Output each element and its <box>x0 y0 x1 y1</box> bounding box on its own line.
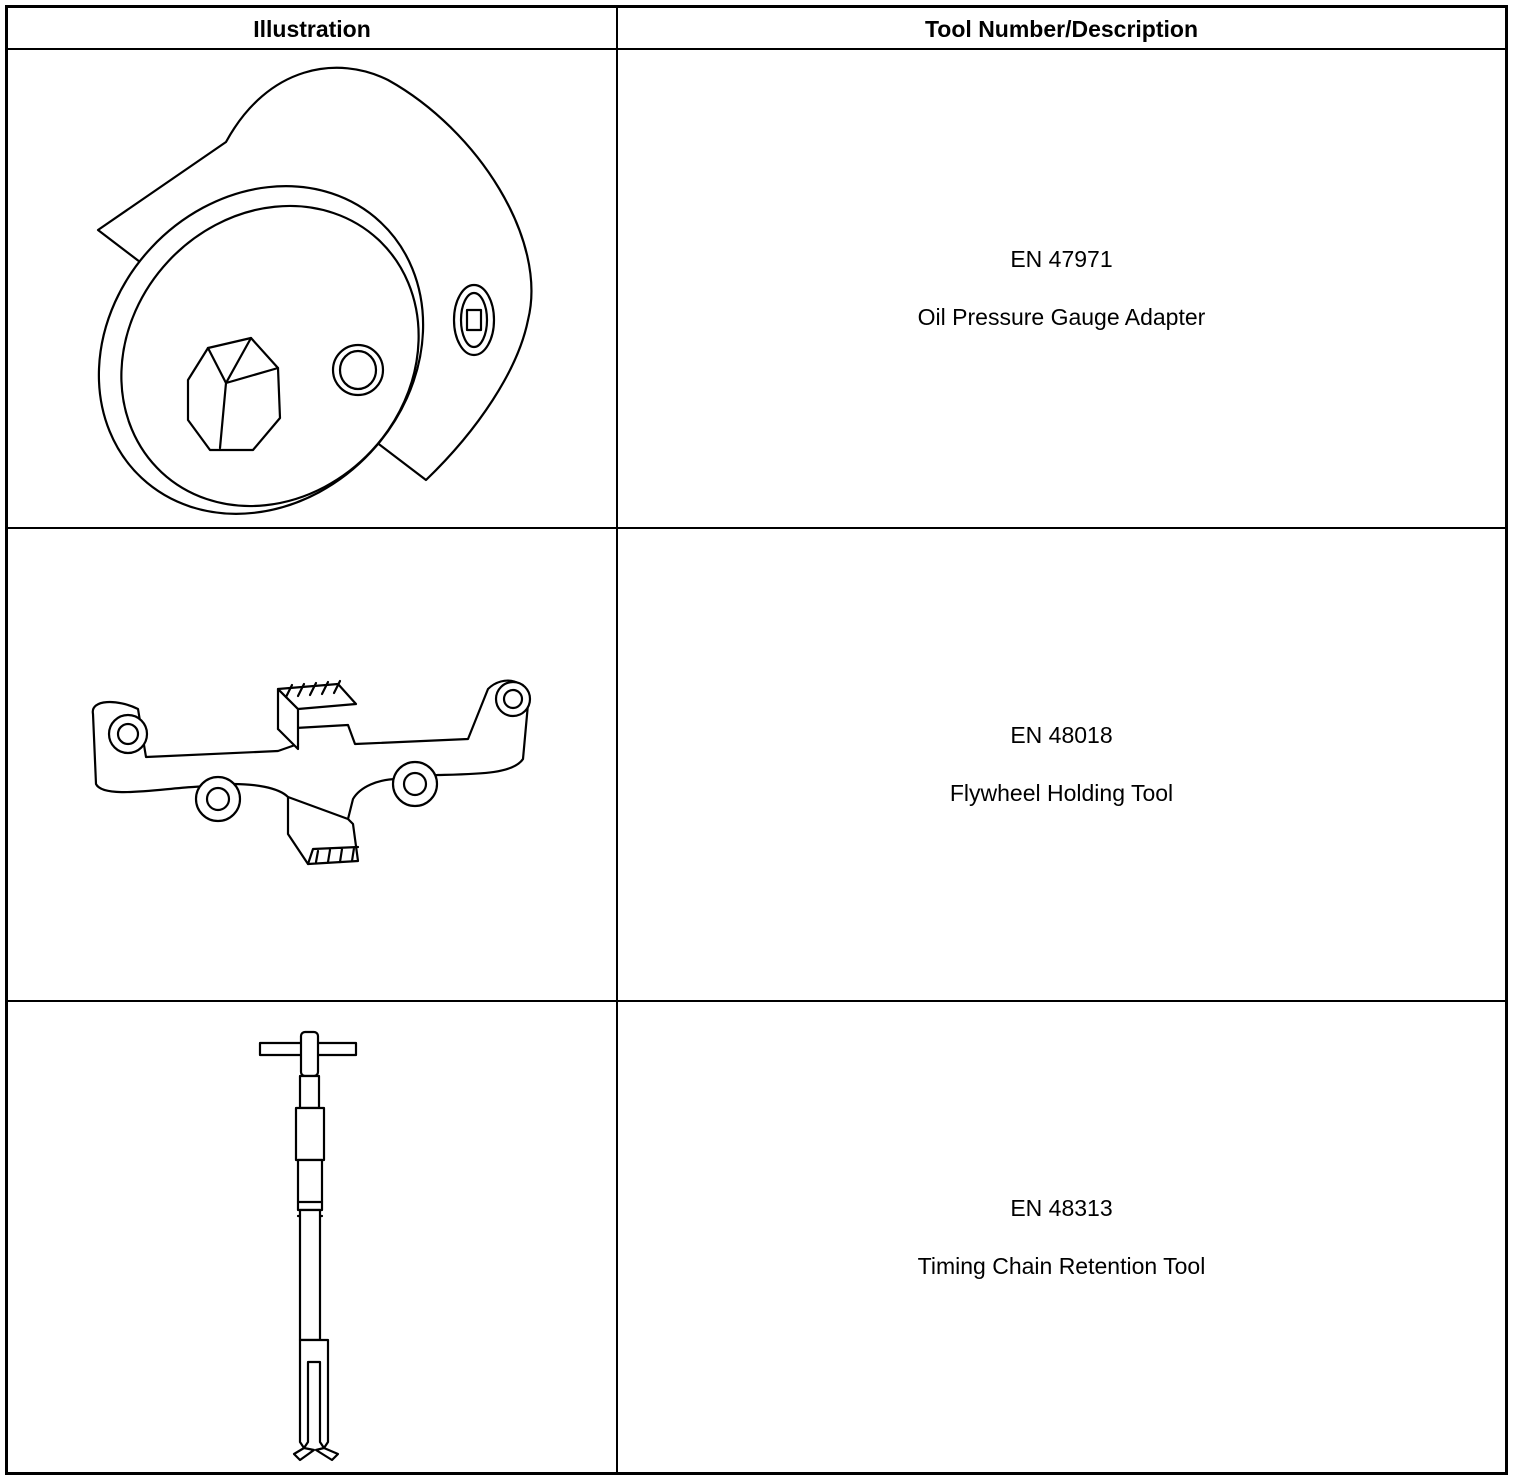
header-illustration: Illustration <box>253 15 371 42</box>
tool-table <box>5 5 1508 1475</box>
header-tool-description: Tool Number/Description <box>924 15 1199 42</box>
flywheel-holding-tool-illustration <box>8 529 616 1000</box>
tool-number: EN 47971 <box>1010 246 1113 272</box>
table-row-2 <box>618 529 1505 1000</box>
table-row-illustration-3 <box>8 1002 616 1472</box>
table-row-1 <box>618 50 1505 527</box>
tool-description: Flywheel Holding Tool <box>949 780 1174 806</box>
tool-number: EN 48018 <box>1010 722 1113 748</box>
tool-description: Oil Pressure Gauge Adapter <box>917 304 1206 330</box>
tool-number: EN 48313 <box>1010 1194 1113 1221</box>
table-row-illustration-1 <box>8 50 616 527</box>
tool-description: Timing Chain Retention Tool <box>917 1252 1206 1279</box>
oil-pressure-gauge-adapter-illustration <box>8 50 616 527</box>
table-row-3 <box>618 1002 1505 1472</box>
table-row-illustration-2 <box>8 529 616 1000</box>
timing-chain-retention-tool-illustration <box>8 1002 616 1472</box>
